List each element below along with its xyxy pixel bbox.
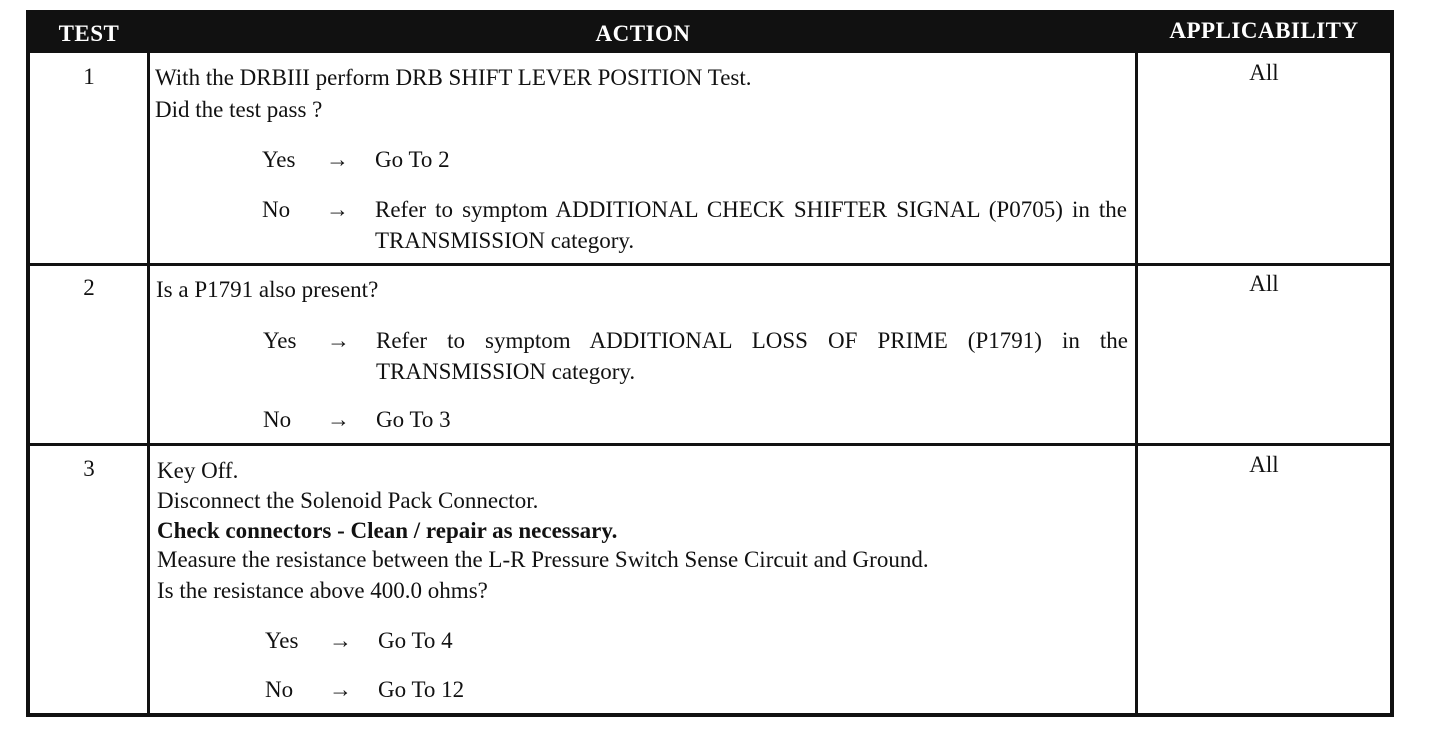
arrow-icon: → [326,147,349,172]
response-text: Refer to symptom ADDITIONAL CHECK SHIFTER SIGNAL (P0705) in the TRANSMISSION category. [375,197,1127,253]
response-label: Yes [262,147,296,172]
column-divider [1135,53,1138,713]
header-applicability: APPLICABILITY [1169,18,1359,43]
action-line: Is a P1791 also present? [156,277,379,302]
action-line: With the DRBIII perform DRB SHIFT LEVER POSITION Test. [155,65,752,90]
applicability-value: All [1249,452,1279,477]
response-label: Yes [265,628,299,653]
diagnostic-test-table [26,10,1394,717]
column-divider [147,53,150,713]
response-label: No [265,677,294,702]
action-line: Did the test pass ? [155,97,323,122]
table-header [30,14,1390,53]
action-line: Is the resistance above 400.0 ohms? [157,578,488,603]
test-number: 3 [83,456,95,481]
row-divider [30,263,1390,266]
test-number: 2 [83,275,95,300]
response-text: Go To 3 [376,407,451,432]
test-number: 1 [83,64,95,89]
response-label: No [262,197,291,222]
header-test: TEST [58,21,120,46]
response-text: Go To 4 [378,628,453,653]
action-line-emphasis: Check connectors - Clean / repair as necessary. [157,518,618,543]
arrow-icon: → [329,677,352,702]
response-text: Refer to symptom ADDITIONAL LOSS OF PRIME (P1791) in the TRANSMISSION category. [376,328,1128,384]
applicability-value: All [1249,60,1279,85]
arrow-icon: → [329,628,352,653]
response-label: No [263,407,292,432]
response-text: Go To 12 [378,677,465,702]
action-line: Key Off. [157,458,239,483]
arrow-icon: → [327,407,350,432]
action-line: Measure the resistance between the L-R Pressure Switch Sense Circuit and Ground. [157,547,929,572]
action-line: Disconnect the Solenoid Pack Connector. [157,488,539,513]
header-action: ACTION [595,21,691,46]
applicability-value: All [1249,271,1279,296]
response-label: Yes [263,328,297,353]
arrow-icon: → [326,197,349,222]
arrow-icon: → [327,328,350,353]
response-text: Go To 2 [375,147,450,172]
row-divider [30,443,1390,446]
